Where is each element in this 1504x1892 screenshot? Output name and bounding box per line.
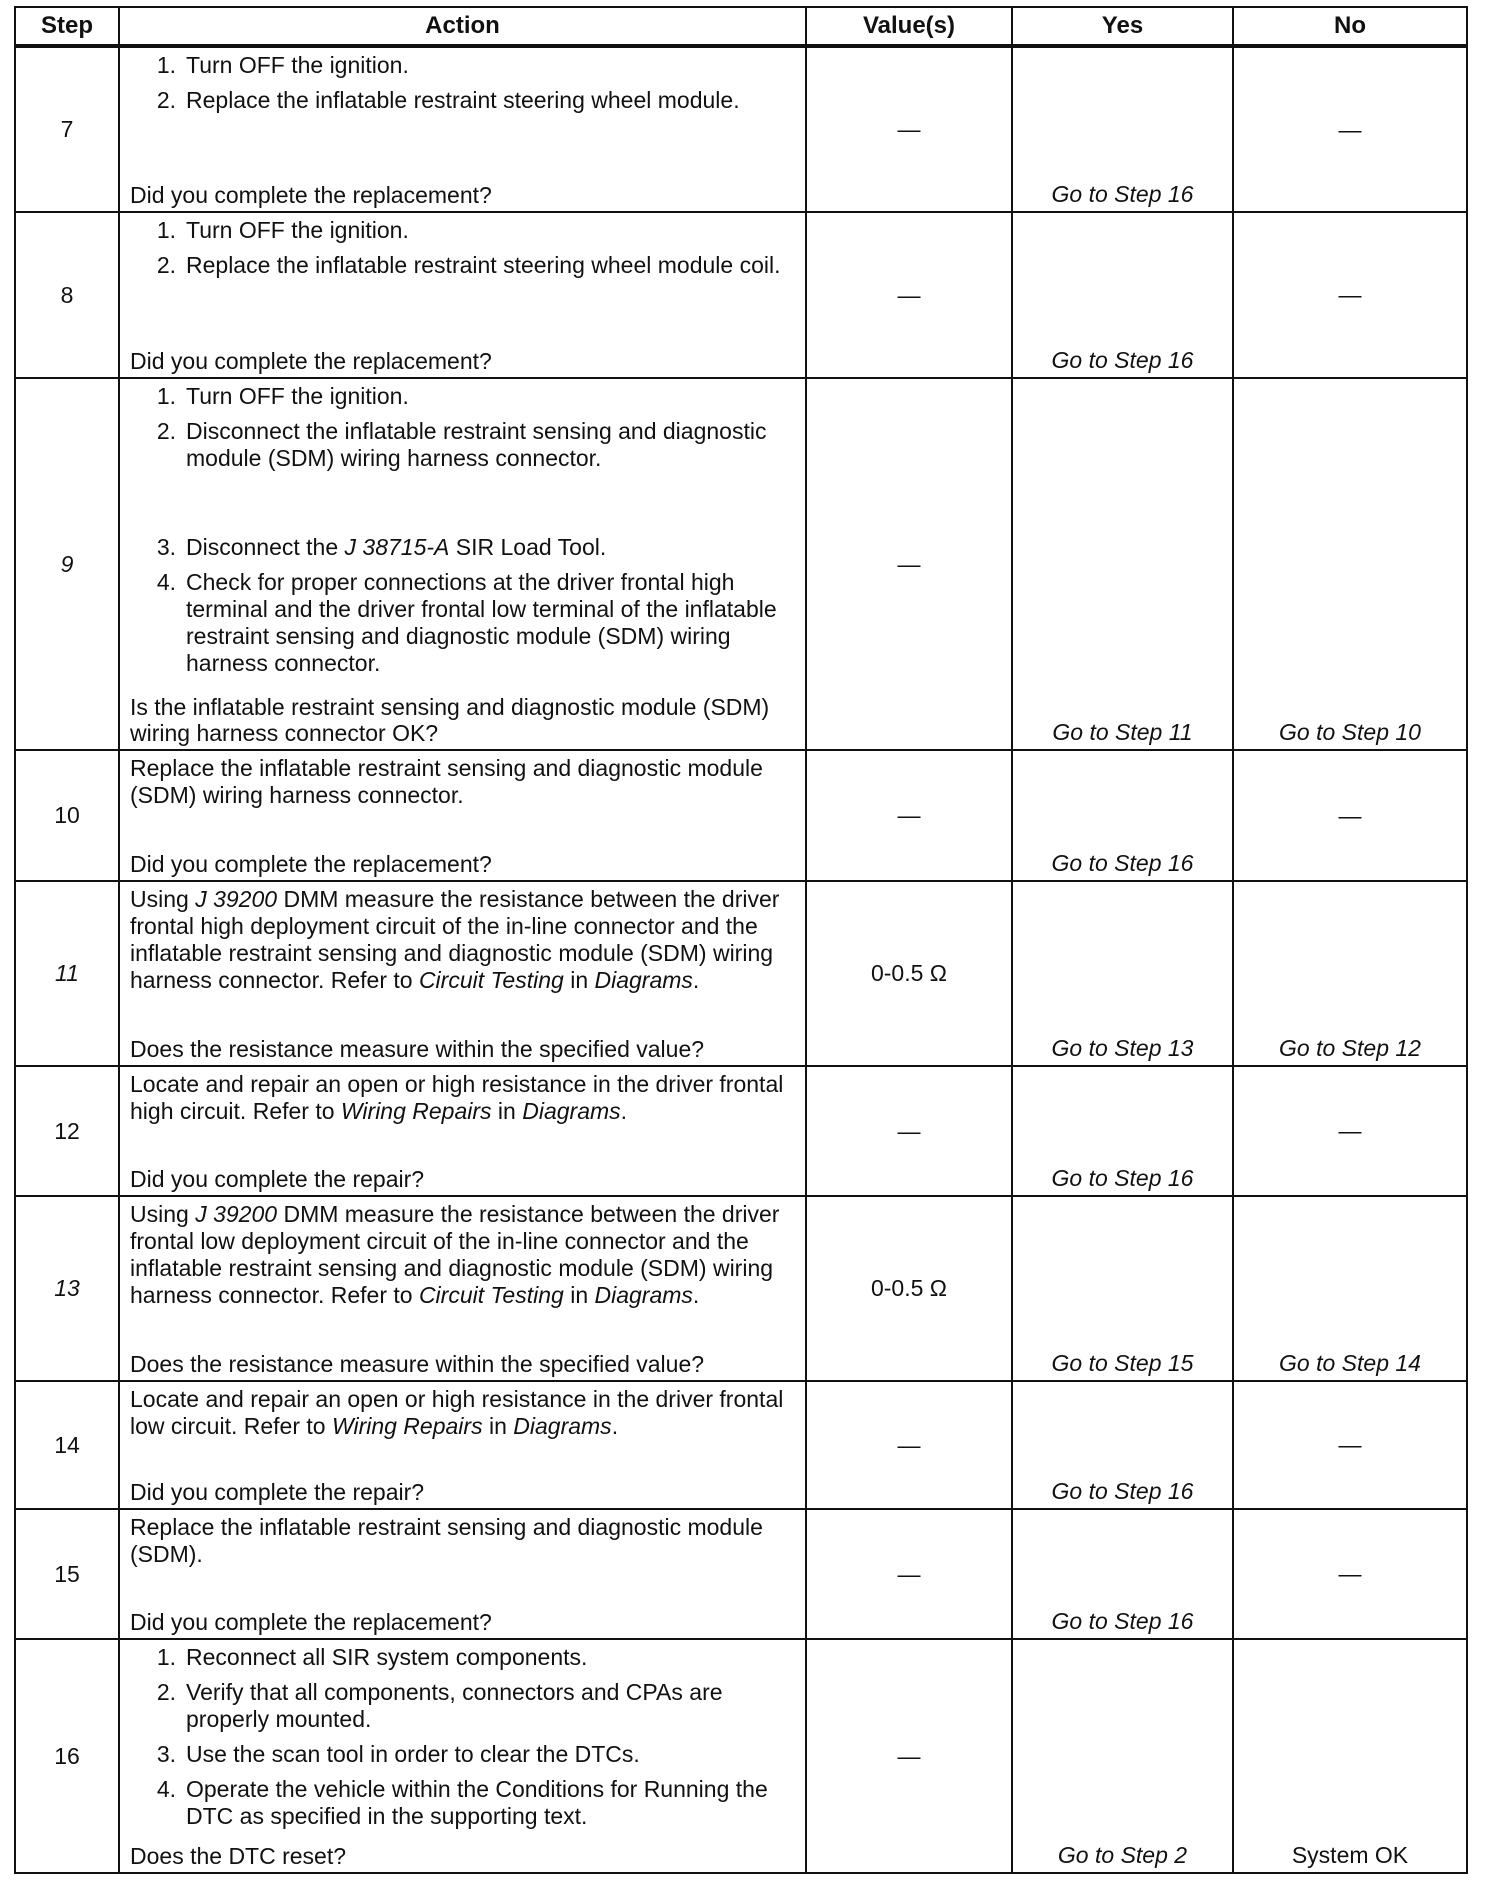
header-yes: Yes	[1012, 7, 1233, 46]
item-text: Turn OFF the ignition.	[186, 383, 409, 409]
header-step: Step	[15, 7, 119, 46]
value-cell: —	[806, 1509, 1012, 1639]
step-question: Did you complete the replacement?	[130, 1609, 492, 1635]
yes-cell	[1012, 750, 1233, 881]
no-cell	[1233, 1196, 1467, 1381]
item-text: Use the scan tool in order to clear the DTCs.	[186, 1741, 640, 1767]
yes-cell	[1012, 1509, 1233, 1639]
step-number: 12	[15, 1066, 119, 1196]
no-value: —	[1338, 802, 1362, 828]
action-cell	[119, 1381, 806, 1509]
action-cell	[119, 212, 806, 378]
doc-ref[interactable]: Wiring Repairs	[340, 1098, 492, 1124]
no-cell	[1233, 1509, 1467, 1639]
value-cell: —	[806, 1066, 1012, 1196]
no-cell	[1233, 46, 1467, 212]
yes-link[interactable]: Go to Step 11	[1052, 719, 1193, 745]
item-number: 3.	[156, 534, 176, 560]
item-text: Disconnect the inflatable restraint sensing and diagnostic module (SDM) wiring harness connector.	[186, 418, 767, 471]
step-number: 15	[15, 1509, 119, 1639]
no-value: —	[1338, 1117, 1362, 1144]
action-text: Using J 39200 DMM measure the resistance between the driver frontal high deployment circuit of the in-line connector and the inflatable restraint sensing and diagnostic module (SDM) wiring harness connector. Refer to Circuit Testing in Diagrams.	[130, 886, 780, 993]
item-number: 4.	[156, 569, 176, 595]
no-value: —	[1338, 281, 1362, 308]
step-number: 14	[15, 1381, 119, 1509]
item-text: Verify that all components, connectors and CPAs are properly mounted.	[186, 1679, 723, 1732]
item-text: Replace the inflatable restraint steering wheel module coil.	[186, 252, 781, 278]
step-row-9	[15, 378, 1467, 750]
no-result: System OK	[1291, 1842, 1409, 1868]
action-text: Replace the inflatable restraint sensing and diagnostic module (SDM) wiring harness connector.	[130, 755, 763, 808]
yes-link[interactable]: Go to Step 16	[1051, 1165, 1194, 1191]
header-action: Action	[119, 7, 806, 46]
no-value: —	[1338, 116, 1362, 142]
item-number: 2.	[156, 252, 176, 278]
value-cell: —	[806, 1381, 1012, 1509]
value-cell: 0-0.5 Ω	[806, 1196, 1012, 1381]
value-cell: —	[806, 212, 1012, 378]
value-cell: 0-0.5 Ω	[806, 881, 1012, 1066]
tool-ref: J 39200	[195, 886, 278, 912]
value-cell: —	[806, 46, 1012, 212]
doc-ref[interactable]: Diagrams	[513, 1413, 612, 1439]
step-row-15	[15, 1509, 1467, 1639]
no-link[interactable]: Go to Step 14	[1279, 1350, 1421, 1376]
no-cell	[1233, 378, 1467, 750]
item-number: 4.	[156, 1776, 176, 1802]
header-row	[15, 7, 1467, 46]
yes-cell	[1012, 1196, 1233, 1381]
yes-cell	[1012, 46, 1233, 212]
step-question: Does the resistance measure within the specified value?	[130, 1036, 705, 1062]
step-row-12	[15, 1066, 1467, 1196]
value-cell: —	[806, 750, 1012, 881]
item-number: 1.	[156, 1644, 176, 1670]
yes-link[interactable]: Go to Step 16	[1051, 347, 1194, 373]
doc-ref[interactable]: Diagrams	[594, 1282, 693, 1308]
tool-ref: J 39200	[195, 1201, 278, 1227]
yes-link[interactable]: Go to Step 16	[1051, 850, 1194, 876]
doc-ref[interactable]: Circuit Testing	[418, 1282, 564, 1308]
doc-ref[interactable]: Wiring Repairs	[331, 1413, 483, 1439]
action-cell	[119, 1509, 806, 1639]
header-values: Value(s)	[806, 7, 1012, 46]
step-question: Did you complete the replacement?	[130, 182, 492, 208]
header-no: No	[1233, 7, 1467, 46]
step-row-7	[15, 46, 1467, 212]
step-row-16	[15, 1639, 1467, 1873]
step-question: Did you complete the repair?	[130, 1166, 425, 1192]
step-number: 10	[15, 750, 119, 881]
action-text: Using J 39200 DMM measure the resistance between the driver frontal low deployment circuit of the in-line connector and the inflatable restraint sensing and diagnostic module (SDM) wiring harness connector. Refer to Circuit Testing in Diagrams.	[130, 1201, 780, 1308]
step-row-14	[15, 1381, 1467, 1509]
item-number: 1.	[156, 383, 176, 409]
step-question: Does the DTC reset?	[130, 1843, 347, 1869]
action-cell	[119, 378, 806, 750]
value-cell: —	[806, 1639, 1012, 1873]
step-number: 13	[15, 1196, 119, 1381]
value-cell: —	[806, 378, 1012, 750]
item-number: 2.	[156, 87, 176, 113]
step-question: Does the resistance measure within the specified value?	[130, 1351, 705, 1377]
yes-cell	[1012, 881, 1233, 1066]
item-text: Replace the inflatable restraint steering wheel module.	[186, 87, 740, 113]
action-cell	[119, 1066, 806, 1196]
doc-ref[interactable]: Diagrams	[522, 1098, 621, 1124]
no-value: —	[1338, 1560, 1362, 1587]
step-question: Is the inflatable restraint sensing and diagnostic module (SDM) wiring harness connector OK?	[130, 694, 770, 746]
yes-cell	[1012, 1639, 1233, 1873]
yes-link[interactable]: Go to Step 2	[1057, 1842, 1188, 1868]
no-cell	[1233, 1639, 1467, 1873]
action-cell	[119, 750, 806, 881]
yes-cell	[1012, 378, 1233, 750]
item-text: Turn OFF the ignition.	[186, 52, 409, 78]
step-row-8	[15, 212, 1467, 378]
yes-cell	[1012, 1066, 1233, 1196]
doc-ref[interactable]: Diagrams	[594, 967, 693, 993]
action-text: Replace the inflatable restraint sensing and diagnostic module (SDM).	[130, 1514, 763, 1567]
yes-cell	[1012, 1381, 1233, 1509]
action-cell	[119, 1639, 806, 1873]
no-cell	[1233, 212, 1467, 378]
no-cell	[1233, 881, 1467, 1066]
item-number: 2.	[156, 1679, 176, 1705]
no-link[interactable]: Go to Step 10	[1279, 719, 1421, 745]
step-row-10	[15, 750, 1467, 881]
no-value: —	[1338, 1431, 1362, 1458]
yes-cell	[1012, 212, 1233, 378]
step-number: 7	[15, 46, 119, 212]
action-cell	[119, 881, 806, 1066]
item-number: 3.	[156, 1741, 176, 1767]
action-cell	[119, 1196, 806, 1381]
doc-ref[interactable]: Circuit Testing	[418, 967, 564, 993]
no-cell	[1233, 1066, 1467, 1196]
action-cell	[119, 46, 806, 212]
item-text: Check for proper connections at the driver frontal high terminal and the driver frontal low terminal of the inflatable restraint sensing and diagnostic module (SDM) wiring harness connector.	[186, 569, 777, 676]
yes-link[interactable]: Go to Step 13	[1051, 1035, 1194, 1061]
yes-link[interactable]: Go to Step 15	[1051, 1350, 1194, 1376]
step-question: Did you complete the replacement?	[130, 348, 492, 374]
step-number: 8	[15, 212, 119, 378]
item-number: 1.	[156, 217, 176, 243]
item-number: 1.	[156, 52, 176, 78]
yes-link[interactable]: Go to Step 16	[1051, 1478, 1194, 1504]
diagnostic-steps-table	[14, 6, 1468, 1874]
item-text: Operate the vehicle within the Conditions for Running the DTC as specified in the supporting text.	[186, 1776, 768, 1829]
step-row-13	[15, 1196, 1467, 1381]
action-text: Locate and repair an open or high resistance in the driver frontal low circuit. Refer to Wiring Repairs in Diagrams.	[130, 1386, 784, 1439]
item-text: Disconnect the J 38715-A SIR Load Tool.	[186, 534, 607, 560]
item-text: Turn OFF the ignition.	[186, 217, 409, 243]
step-question: Did you complete the replacement?	[130, 851, 492, 877]
yes-link[interactable]: Go to Step 16	[1051, 181, 1194, 207]
no-cell	[1233, 750, 1467, 881]
step-number: 16	[15, 1639, 119, 1873]
step-number: 11	[15, 881, 119, 1066]
no-link[interactable]: Go to Step 12	[1279, 1035, 1421, 1061]
no-cell	[1233, 1381, 1467, 1509]
item-number: 2.	[156, 418, 176, 444]
step-number: 9	[15, 378, 119, 750]
step-row-11	[15, 881, 1467, 1066]
tool-ref: J 38715-A	[344, 534, 450, 560]
item-text: Reconnect all SIR system components.	[186, 1644, 588, 1670]
yes-link[interactable]: Go to Step 16	[1051, 1608, 1194, 1634]
step-question: Did you complete the repair?	[130, 1479, 425, 1505]
action-text: Locate and repair an open or high resistance in the driver frontal high circuit. Refer to Wiring Repairs in Diagrams.	[130, 1071, 784, 1124]
